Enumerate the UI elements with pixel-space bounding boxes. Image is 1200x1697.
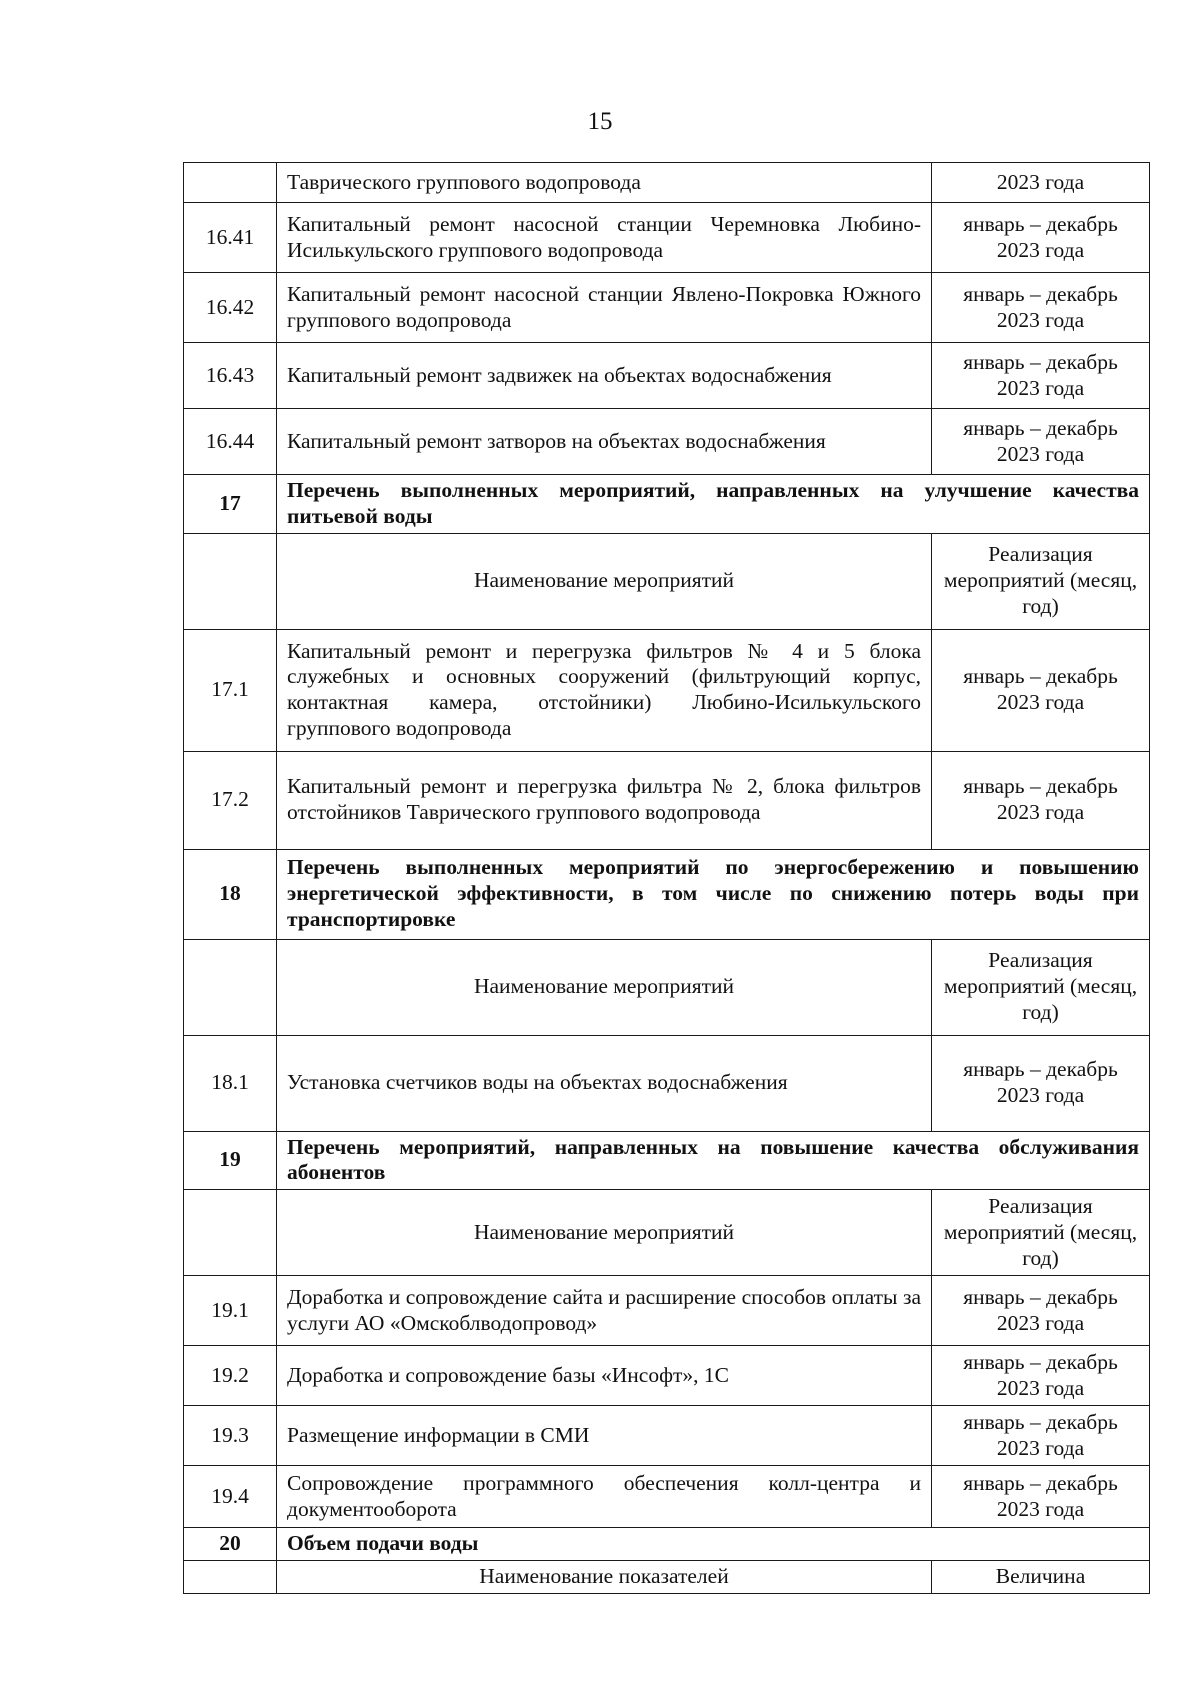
implementation-period: январь – декабрь 2023 года xyxy=(932,1466,1150,1528)
column-header-name: Наименование мероприятий xyxy=(277,533,932,629)
table-row xyxy=(184,629,1150,751)
row-number: 16.43 xyxy=(184,343,277,409)
header-number-cell xyxy=(184,1190,277,1276)
measure-name: Сопровождение программного обеспечения колл-центра и документооборота xyxy=(277,1466,932,1528)
implementation-period: январь – декабрь 2023 года xyxy=(932,1406,1150,1466)
table-row xyxy=(184,163,1150,203)
header-number-cell xyxy=(184,939,277,1035)
measure-name: Таврического группового водопровода xyxy=(277,163,932,203)
implementation-period: 2023 года xyxy=(932,163,1150,203)
implementation-period: январь – декабрь 2023 года xyxy=(932,1346,1150,1406)
section-title: Перечень выполненных мероприятий, направленных на улучшение качества питьевой воды xyxy=(277,475,1150,534)
table-row xyxy=(184,1035,1150,1131)
measure-name: Размещение информации в СМИ xyxy=(277,1406,932,1466)
column-header-name: Наименование мероприятий xyxy=(277,1190,932,1276)
section-number: 19 xyxy=(184,1131,277,1190)
table-row xyxy=(184,203,1150,273)
measure-name: Капитальный ремонт затворов на объектах водоснабжения xyxy=(277,409,932,475)
table-row xyxy=(184,1466,1150,1528)
measure-name: Капитальный ремонт задвижек на объектах водоснабжения xyxy=(277,343,932,409)
column-header-row xyxy=(184,533,1150,629)
implementation-period: январь – декабрь 2023 года xyxy=(932,751,1150,849)
measure-name: Капитальный ремонт насосной станции Черемновка Любино-Исилькульского группового водопровода xyxy=(277,203,932,273)
column-header-period: Реализация мероприятий (месяц, год) xyxy=(932,533,1150,629)
implementation-period: январь – декабрь 2023 года xyxy=(932,1035,1150,1131)
column-header-row xyxy=(184,1190,1150,1276)
measure-name: Капитальный ремонт и перегрузка фильтра № 2, блока фильтров отстойников Таврического группового водопровода xyxy=(277,751,932,849)
section-row xyxy=(184,849,1150,939)
section-row xyxy=(184,1528,1150,1561)
row-number: 19.1 xyxy=(184,1276,277,1346)
measure-name: Доработка и сопровождение базы «Инсофт», 1С xyxy=(277,1346,932,1406)
table-row xyxy=(184,1276,1150,1346)
implementation-period: январь – декабрь 2023 года xyxy=(932,629,1150,751)
row-number: 19.4 xyxy=(184,1466,277,1528)
table-row xyxy=(184,1406,1150,1466)
table-row xyxy=(184,343,1150,409)
section-row xyxy=(184,475,1150,534)
row-number: 17.1 xyxy=(184,629,277,751)
row-number xyxy=(184,163,277,203)
column-header-row xyxy=(184,1560,1150,1593)
section-number: 20 xyxy=(184,1528,277,1561)
column-header-row xyxy=(184,939,1150,1035)
row-number: 16.44 xyxy=(184,409,277,475)
row-number: 16.41 xyxy=(184,203,277,273)
row-number: 17.2 xyxy=(184,751,277,849)
measure-name: Установка счетчиков воды на объектах водоснабжения xyxy=(277,1035,932,1131)
header-number-cell xyxy=(184,1560,277,1593)
table-row xyxy=(184,273,1150,343)
column-header-period: Реализация мероприятий (месяц, год) xyxy=(932,939,1150,1035)
row-number: 16.42 xyxy=(184,273,277,343)
measure-name: Доработка и сопровождение сайта и расширение способов оплаты за услуги АО «Омскоблводопровод» xyxy=(277,1276,932,1346)
column-header-period: Величина xyxy=(932,1560,1150,1593)
section-title: Перечень мероприятий, направленных на повышение качества обслуживания абонентов xyxy=(277,1131,1150,1190)
row-number: 19.3 xyxy=(184,1406,277,1466)
section-number: 18 xyxy=(184,849,277,939)
implementation-period: январь – декабрь 2023 года xyxy=(932,343,1150,409)
measure-name: Капитальный ремонт и перегрузка фильтров № 4 и 5 блока служебных и основных сооружений (фильтрующий корпус, контактная камера, отстойники) Любино-Исилькульского группового водопровода xyxy=(277,629,932,751)
column-header-name: Наименование показателей xyxy=(277,1560,932,1593)
column-header-name: Наименование мероприятий xyxy=(277,939,932,1035)
section-title: Объем подачи воды xyxy=(277,1528,1150,1561)
implementation-period: январь – декабрь 2023 года xyxy=(932,203,1150,273)
implementation-period: январь – декабрь 2023 года xyxy=(932,273,1150,343)
column-header-period: Реализация мероприятий (месяц, год) xyxy=(932,1190,1150,1276)
implementation-period: январь – декабрь 2023 года xyxy=(932,1276,1150,1346)
row-number: 19.2 xyxy=(184,1346,277,1406)
table-row xyxy=(184,1346,1150,1406)
section-number: 17 xyxy=(184,475,277,534)
table-row xyxy=(184,409,1150,475)
header-number-cell xyxy=(184,533,277,629)
table-row xyxy=(184,751,1150,849)
measures-table xyxy=(183,162,1150,1594)
row-number: 18.1 xyxy=(184,1035,277,1131)
section-title: Перечень выполненных мероприятий по энергосбережению и повышению энергетической эффективности, в том числе по снижению потерь воды при транспортировке xyxy=(277,849,1150,939)
implementation-period: январь – декабрь 2023 года xyxy=(932,409,1150,475)
page-number: 15 xyxy=(587,108,613,135)
section-row xyxy=(184,1131,1150,1190)
measure-name: Капитальный ремонт насосной станции Явлено-Покровка Южного группового водопровода xyxy=(277,273,932,343)
